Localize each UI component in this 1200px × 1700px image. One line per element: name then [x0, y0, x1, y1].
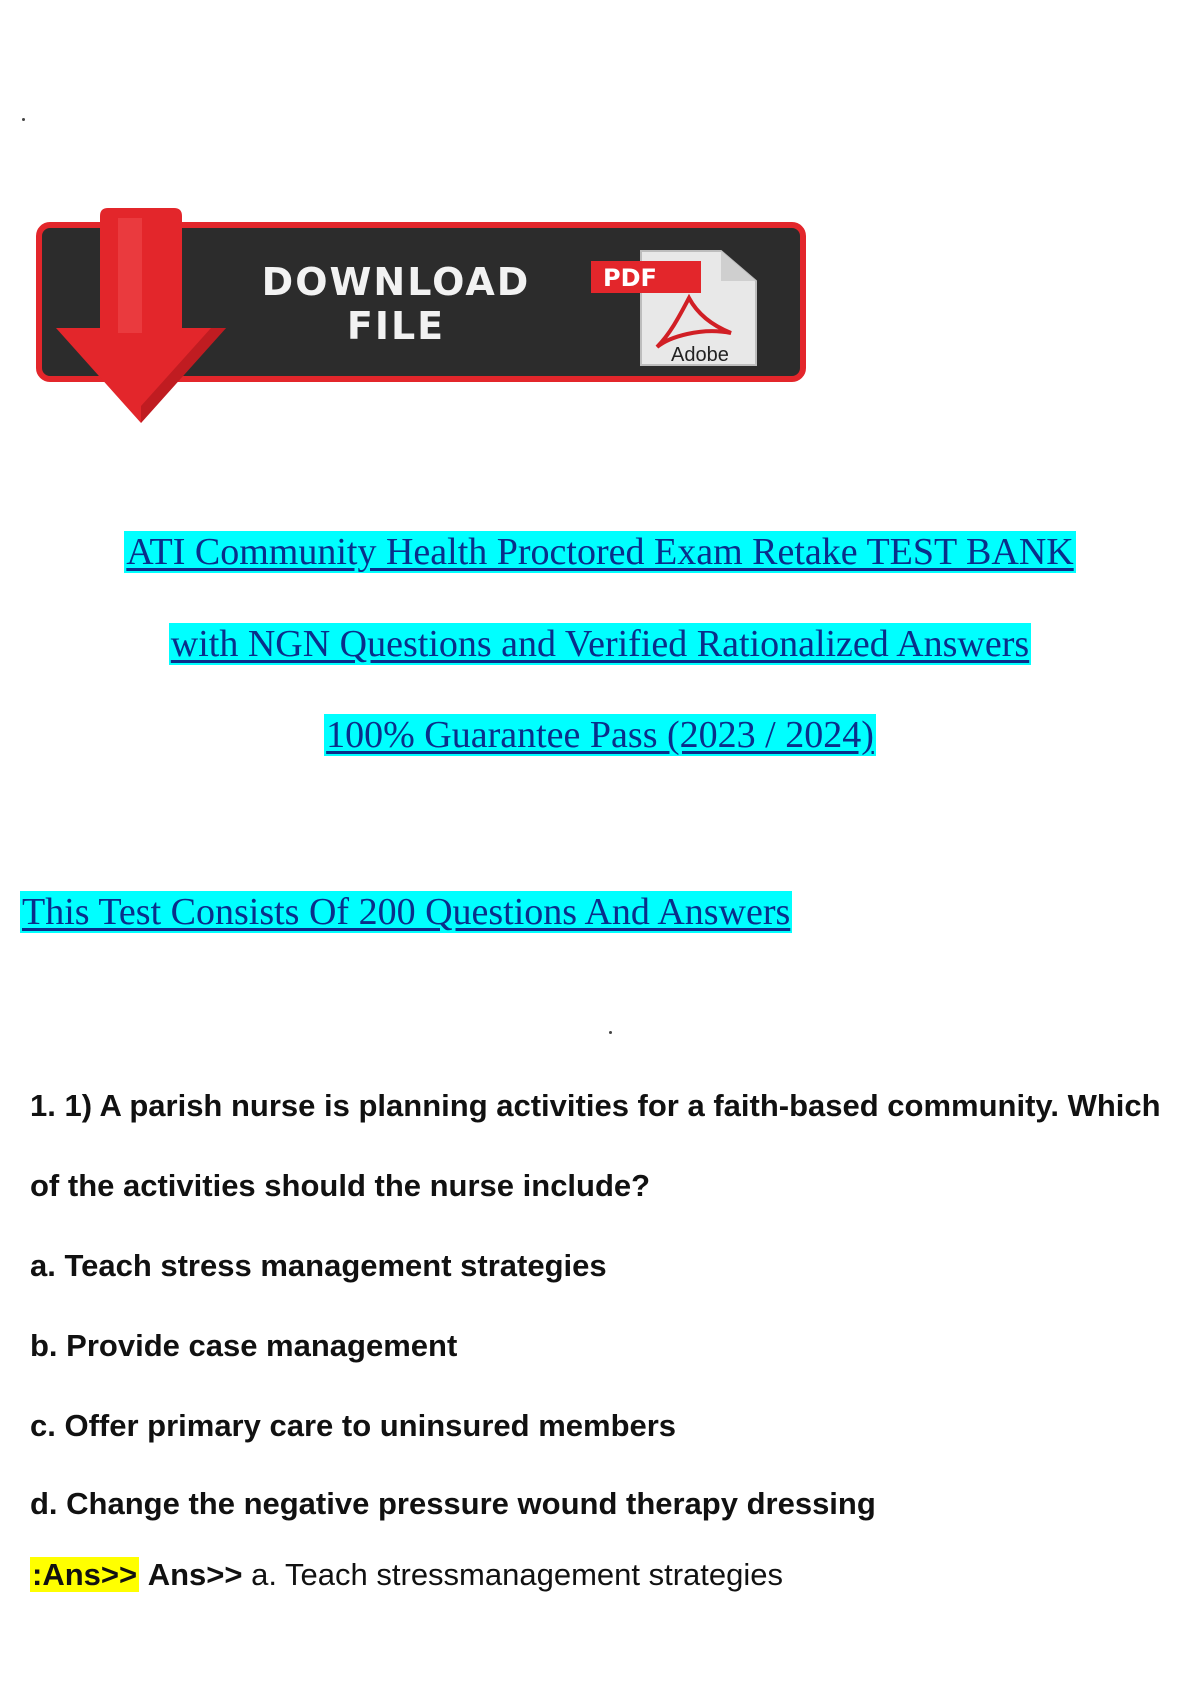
pdf-file-icon: [571, 243, 771, 373]
stray-mark: [22, 118, 25, 121]
question-stem-line-2: of the activities should the nurse include?: [30, 1168, 651, 1203]
banner-label-line1: DOWNLOAD: [261, 260, 531, 304]
answer-line: [30, 1555, 783, 1595]
pdf-tag-label: PDF: [603, 264, 657, 292]
question-stem-line-1: 1. 1) A parish nurse is planning activities for a faith-based community. Which: [30, 1088, 1161, 1123]
answer-tag: :Ans>>: [32, 1557, 138, 1592]
answer-prefix: Ans>>: [147, 1557, 243, 1592]
option-a: a. Teach stress management strategies: [30, 1248, 607, 1283]
title-line-2[interactable]: [0, 622, 1200, 666]
option-d: d. Change the negative pressure wound therapy dressing: [30, 1486, 876, 1521]
answer-text: a. Teach stressmanagement strategies: [251, 1557, 784, 1592]
download-arrow-icon: [46, 208, 236, 428]
test-summary[interactable]: [20, 890, 792, 934]
option-b: b. Provide case management: [30, 1328, 458, 1363]
title-line-1[interactable]: [0, 530, 1200, 574]
banner-label: [236, 260, 556, 348]
title-line-3[interactable]: [0, 713, 1200, 757]
test-summary-text[interactable]: This Test Consists Of 200 Questions And Answers: [22, 891, 791, 933]
download-file-banner[interactable]: [36, 208, 816, 428]
title-line-2-text[interactable]: with NGN Questions and Verified Rationalized Answers: [170, 623, 1030, 665]
stray-mark: [609, 1031, 612, 1034]
adobe-label: Adobe: [671, 344, 729, 366]
option-c: c. Offer primary care to uninsured members: [30, 1408, 677, 1443]
title-line-3-text[interactable]: 100% Guarantee Pass (2023 / 2024): [326, 714, 874, 756]
banner-label-line2: FILE: [346, 304, 446, 348]
title-line-1-text[interactable]: ATI Community Health Proctored Exam Retake TEST BANK: [126, 531, 1074, 573]
